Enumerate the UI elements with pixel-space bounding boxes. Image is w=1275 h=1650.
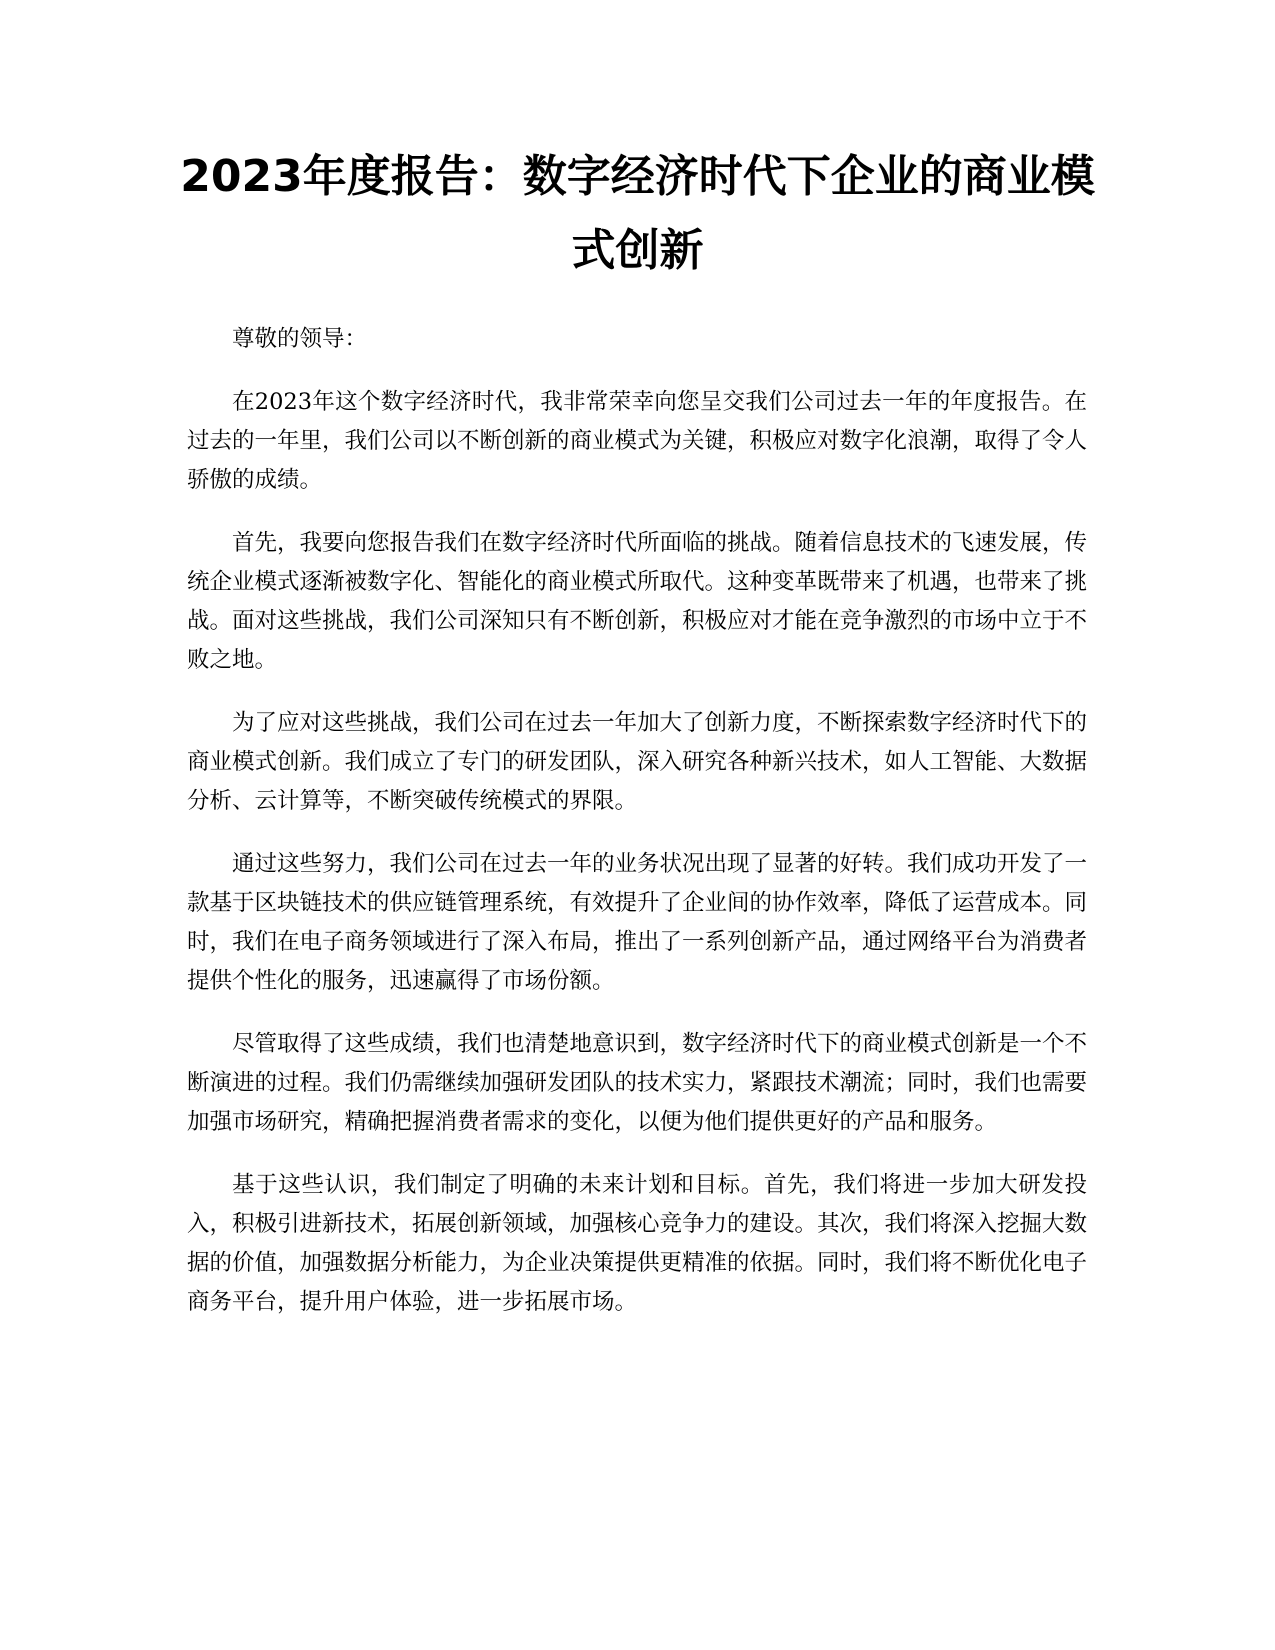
paragraph: 首先，我要向您报告我们在数字经济时代所面临的挑战。随着信息技术的飞速发展，传统企业模式逐渐被数字化、智能化的商业模式所取代。这种变革既带来了机遇，也带来了挑战。面对这些挑战，我们公司深知只有不断创新，积极应对才能在竞争激烈的市场中立于不败之地。 (187, 530, 1088, 673)
paragraph: 基于这些认识，我们制定了明确的未来计划和目标。首先，我们将进一步加大研发投入，积极引进新技术，拓展创新领域，加强核心竞争力的建设。其次，我们将深入挖掘大数据的价值，加强数据分析能力，为企业决策提供更精准的依据。同时，我们将不断优化电子商务平台，提升用户体验，进一步拓展市场。 (187, 1172, 1088, 1315)
paragraph: 通过这些努力，我们公司在过去一年的业务状况出现了显著的好转。我们成功开发了一款基于区块链技术的供应链管理系统，有效提升了企业间的协作效率，降低了运营成本。同时，我们在电子商务领域进行了深入布局，推出了一系列创新产品，通过网络平台为消费者提供个性化的服务，迅速赢得了市场份额。 (187, 851, 1088, 994)
salutation: 尊敬的领导： (232, 326, 368, 352)
paragraph: 尽管取得了这些成绩，我们也清楚地意识到，数字经济时代下的商业模式创新是一个不断演进的过程。我们仍需继续加强研发团队的技术实力，紧跟技术潮流；同时，我们也需要加强市场研究，精确把握消费者需求的变化，以便为他们提供更好的产品和服务。 (187, 1031, 1088, 1135)
document-body (187, 320, 1087, 1346)
paragraph: 在2023年这个数字经济时代，我非常荣幸向您呈交我们公司过去一年的年度报告。在过去的一年里，我们公司以不断创新的商业模式为关键，积极应对数字化浪潮，取得了令人骄傲的成绩。 (187, 389, 1088, 493)
document-title: 2023年度报告：数字经济时代下企业的商业模式创新 (180, 151, 1095, 276)
paragraph: 为了应对这些挑战，我们公司在过去一年加大了创新力度，不断探索数字经济时代下的商业模式创新。我们成立了专门的研发团队，深入研究各种新兴技术，如人工智能、大数据分析、云计算等，不断突破传统模式的界限。 (187, 710, 1088, 814)
